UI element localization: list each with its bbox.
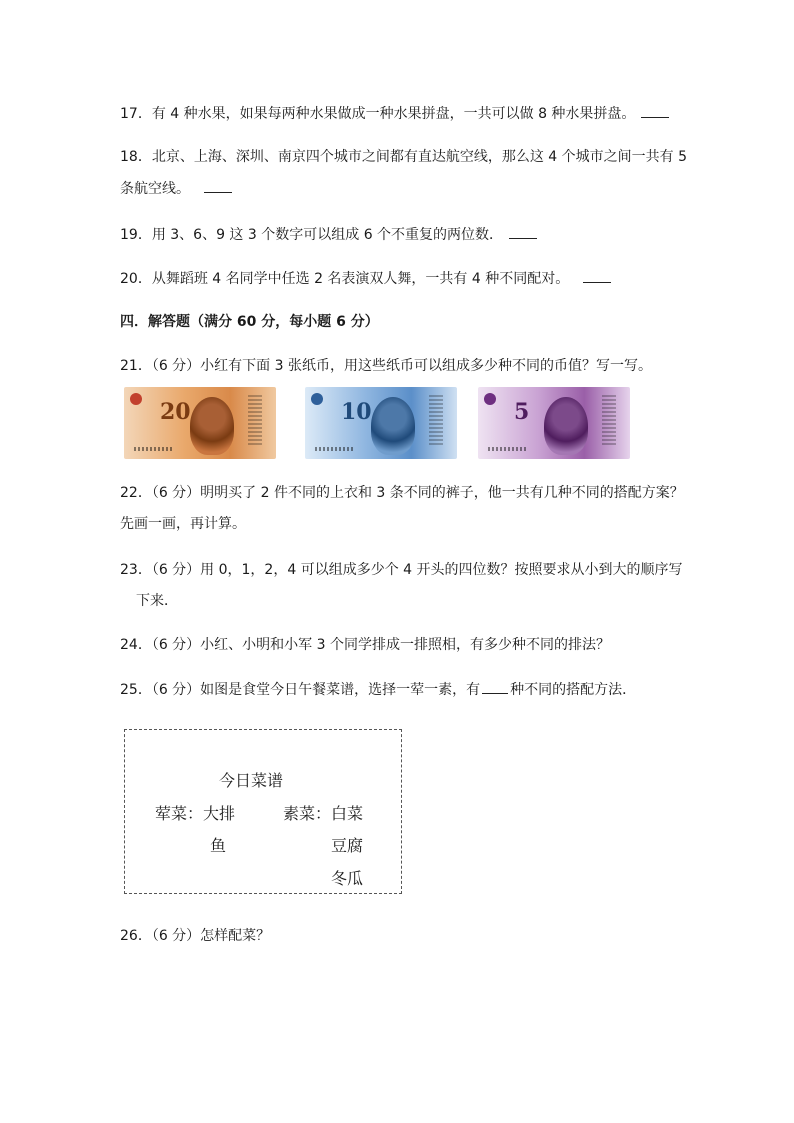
question-26: 26．（6 分）怎样配菜？ [120, 928, 271, 944]
answer-blank-19[interactable] [509, 224, 537, 239]
question-24: 24．（6 分）小红、小明和小军 3 个同学排成一排照相，有多少种不同的排法？ [120, 637, 610, 653]
question-20 [120, 268, 611, 289]
meat-item-1: 大排 [203, 804, 236, 823]
section-heading: 四．解答题（满分 60 分，每小题 6 分） [120, 314, 379, 330]
answer-blank-25[interactable] [482, 679, 508, 694]
emblem-icon [484, 393, 496, 405]
banknote-10 [305, 387, 457, 459]
answer-blank-17[interactable] [641, 103, 669, 118]
meat-label: 荤菜： [155, 804, 204, 823]
banknote-denomination: 20 [160, 399, 191, 425]
question-22-line1: 22．（6 分）明明买了 2 件不同的上衣和 3 条不同的裤子，他一共有几种不同的搭配方案？ [120, 485, 684, 501]
answer-blank-18[interactable] [204, 178, 232, 193]
question-21: 21．（6 分）小红有下面 3 张纸币，用这些纸币可以组成多少种不同的币值？写一写。 [120, 358, 652, 374]
question-18-line2 [120, 178, 232, 199]
question-23-line1: 23．（6 分）用 0，1，2，4 可以组成多少个 4 开头的四位数？按照要求从小到大的顺序写 [120, 562, 683, 578]
question-20-text: 20．从舞蹈班 4 名同学中任选 2 名表演双人舞，一共有 4 种不同配对。 [120, 271, 570, 287]
banknote-5 [478, 387, 630, 459]
answer-blank-20[interactable] [583, 268, 611, 283]
banknote-serial [315, 447, 355, 451]
veg-item-2: 豆腐 [331, 836, 364, 855]
emblem-icon [311, 393, 323, 405]
veg-item-1: 白菜 [331, 804, 364, 823]
question-19-text: 19．用 3、6、9 这 3 个数字可以组成 6 个不重复的两位数． [120, 227, 504, 243]
banknote-denomination: 10 [341, 399, 372, 425]
question-18-line1: 18．北京、上海、深圳、南京四个城市之间都有直达航空线，那么这 4 个城市之间一共有 5 [120, 149, 687, 165]
banknote-serial [134, 447, 174, 451]
question-22-line2: 先画一画，再计算。 [120, 516, 246, 532]
menu-box [124, 729, 402, 894]
question-25 [120, 679, 636, 700]
banknote-denomination: 5 [514, 399, 530, 425]
portrait-icon [544, 397, 588, 455]
banknote-20 [124, 387, 276, 459]
question-25-text-b: 种不同的搭配方法． [510, 682, 637, 698]
veg-item-3: 冬瓜 [331, 869, 364, 888]
veg-label: 素菜： [283, 804, 332, 823]
question-18-text: 条航空线。 [120, 181, 190, 197]
question-25-text-a: 25．（6 分）如图是食堂今日午餐菜谱，选择一荤一素，有 [120, 682, 481, 698]
question-17-text: 17．有 4 种水果，如果每两种水果做成一种水果拼盘，一共可以做 8 种水果拼盘。 [120, 106, 636, 122]
question-19 [120, 224, 537, 245]
banknote-strip [248, 395, 262, 447]
question-23-line2: 下来． [136, 593, 178, 609]
banknote-serial [488, 447, 528, 451]
banknote-strip [602, 395, 616, 447]
emblem-icon [130, 393, 142, 405]
question-17 [120, 103, 669, 124]
portrait-icon [190, 397, 234, 455]
banknote-strip [429, 395, 443, 447]
menu-title: 今日菜谱 [219, 771, 284, 790]
meat-item-2: 鱼 [210, 836, 227, 855]
portrait-icon [371, 397, 415, 455]
